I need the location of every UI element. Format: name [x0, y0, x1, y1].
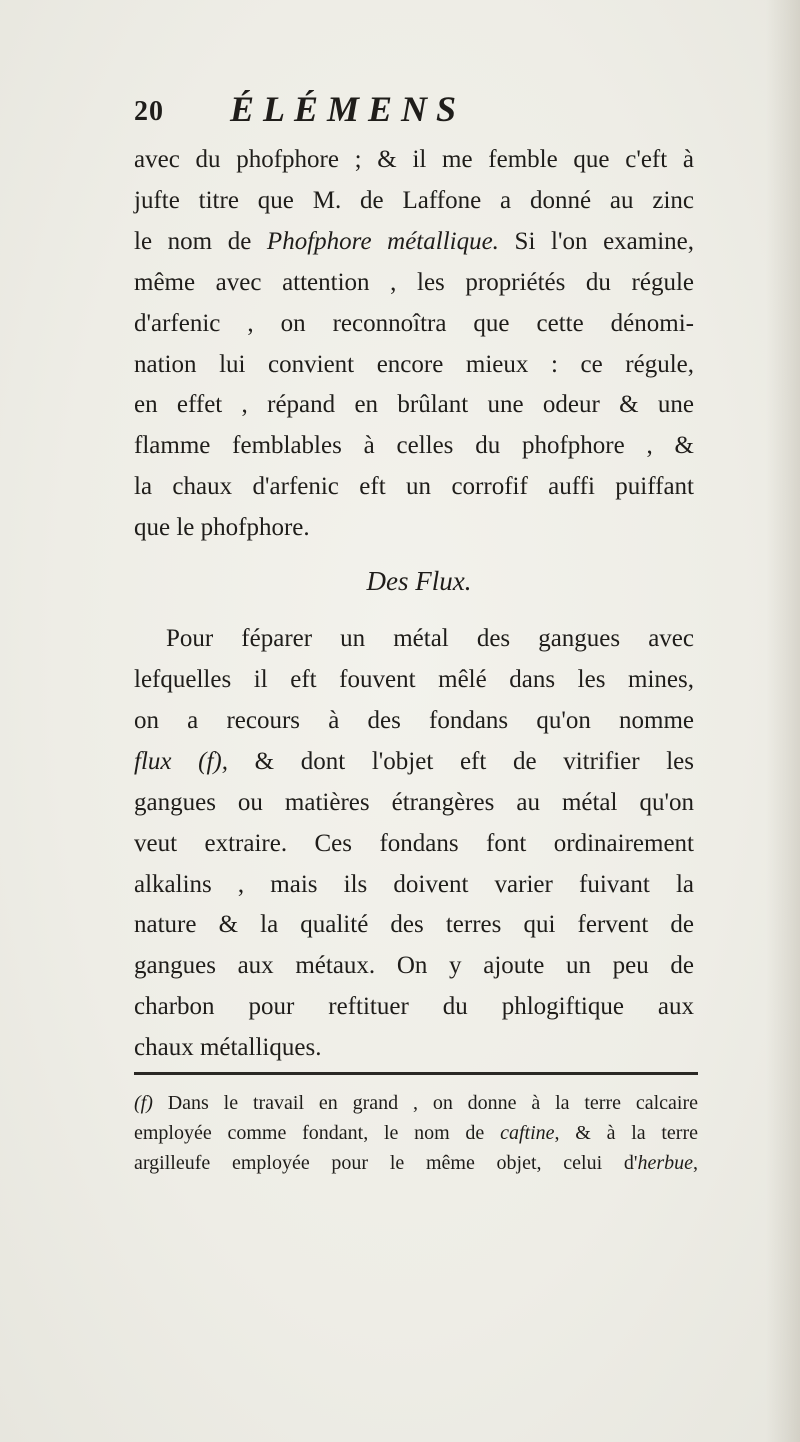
- text-line: même avec attention , les propriétés du régule: [134, 268, 694, 296]
- text-fragment: Dans le travail en grand , on donne à la terre calcaire: [167, 1092, 698, 1114]
- footnote-line: [134, 1088, 698, 1118]
- footnote-line: [134, 1148, 698, 1178]
- text-line: lefquelles il eft fouvent mêlé dans les mines,: [134, 665, 694, 693]
- text-line: veut extraire. Ces fondans font ordinairement: [134, 829, 694, 857]
- text-line: [134, 222, 694, 263]
- text-line: [134, 742, 694, 783]
- text-line: que le phofphore.: [134, 514, 310, 542]
- paragraph-flux: [134, 619, 694, 1069]
- text-line: nature & la qualité des terres qui fervent de: [134, 911, 694, 939]
- italic-term: flux (f),: [134, 747, 228, 775]
- running-title: ÉLÉMENS: [230, 89, 466, 129]
- text-line: nation lui convient encore mieux : ce régule,: [134, 350, 694, 378]
- paragraph-phosphore: [134, 140, 694, 549]
- page-number: 20: [134, 96, 164, 127]
- section-heading: Des Flux.: [366, 566, 472, 597]
- text-line: avec du phofphore ; & il me femble que c'eft à: [134, 146, 694, 173]
- text-fragment: Si l'on examine,: [514, 227, 694, 255]
- footnote-line: [134, 1118, 698, 1148]
- text-line: jufte titre que M. de Laffone a donné au zinc: [134, 186, 694, 214]
- text-fragment: employée comme fondant, le nom de: [134, 1122, 485, 1144]
- main-text: [134, 140, 694, 1069]
- page-edge-shadow: [766, 0, 800, 1442]
- text-line: Pour féparer un métal des gangues avec: [166, 625, 694, 653]
- italic-term: herbue: [637, 1152, 693, 1174]
- text-line: en effet , répand en brûlant une odeur & une: [134, 391, 694, 419]
- italic-term: Phofphore métallique.: [266, 227, 499, 255]
- text-fragment: , & à la terre: [554, 1122, 699, 1144]
- text-line: gangues aux métaux. On y ajoute un peu de: [134, 952, 694, 980]
- text-line: d'arfenic , on reconnoîtra que cette dénomi-: [134, 309, 694, 337]
- text-line: gangues ou matières étrangères au métal qu'on: [134, 788, 694, 816]
- text-fragment: ,: [693, 1152, 698, 1174]
- running-head: [134, 88, 694, 138]
- footnote-marker: (f): [134, 1092, 153, 1114]
- text-line: chaux métalliques.: [134, 1034, 322, 1062]
- text-line: alkalins , mais ils doivent varier fuivant la: [134, 870, 694, 898]
- italic-term: caftine: [500, 1122, 555, 1144]
- footnote: [134, 1088, 698, 1178]
- text-line: la chaux d'arfenic eft un corrofif auffi puiffant: [134, 473, 694, 501]
- text-fragment: argilleufe employée pour le même objet, celui d': [134, 1152, 638, 1174]
- text-fragment: & dont l'objet eft de vitrifier les: [254, 747, 695, 775]
- text-line: flamme femblables à celles du phofphore , &: [134, 432, 694, 460]
- text-line: on a recours à des fondans qu'on nomme: [134, 706, 694, 734]
- footnote-rule: [134, 1072, 698, 1075]
- text-line: charbon pour reftituer du phlogiftique aux: [134, 993, 694, 1021]
- text-fragment: le nom de: [134, 227, 252, 255]
